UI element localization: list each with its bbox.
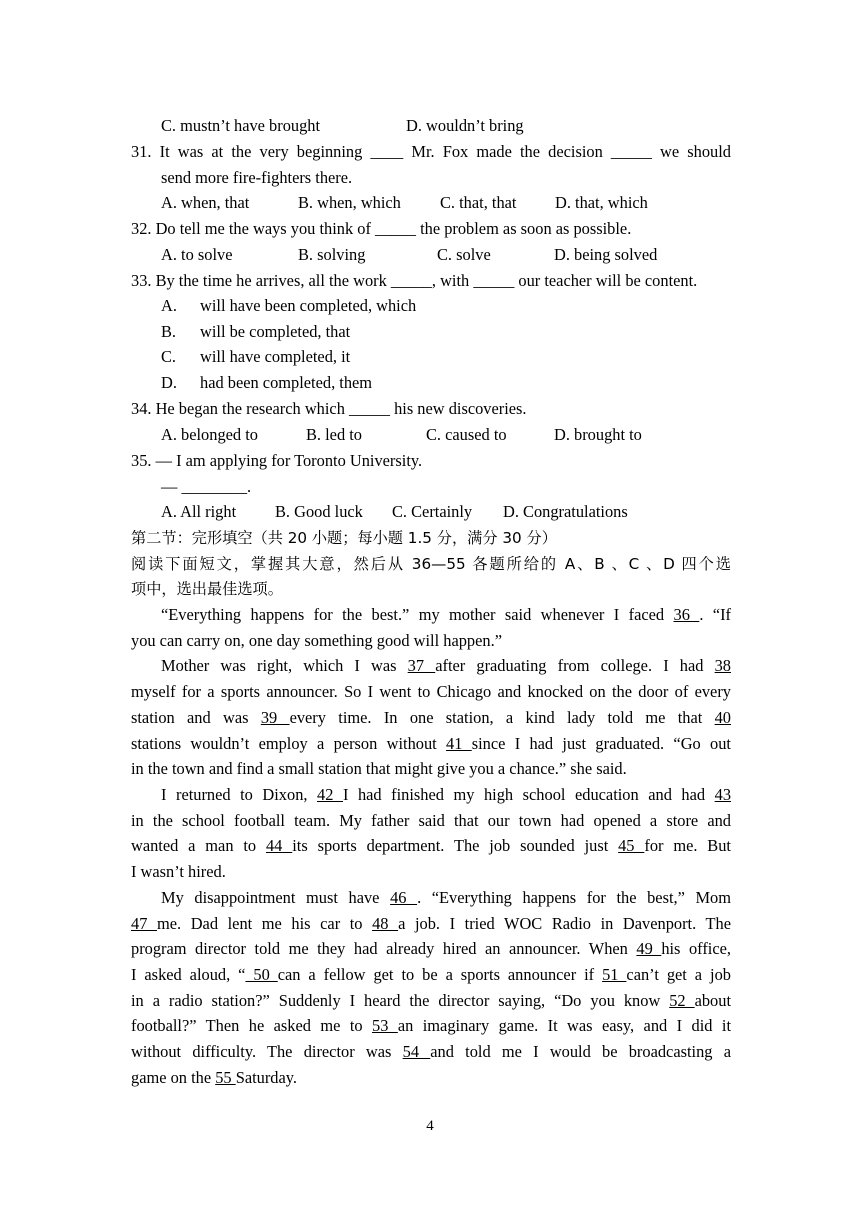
q34-stem: 34. He began the research which _____ his new discoveries. [131, 399, 527, 418]
q31-option-d: D. that, which [555, 193, 648, 212]
q34-option-b: B. led to [306, 425, 362, 444]
text: a job. I tried WOC Radio in Davenport. The [398, 914, 731, 933]
blank-42: 42 [317, 785, 343, 804]
blank-39: 39 [260, 708, 290, 727]
blank-49: 49 [636, 939, 662, 958]
passage-p3-line1 [161, 785, 731, 805]
section2-instructions-line1: 阅读下面短文，掌握其大意，然后从 36—55 各题所给的 A、B 、C 、D 四个选 [131, 555, 731, 573]
blank-38: 38 [714, 656, 731, 675]
q35-option-c: C. Certainly [392, 502, 473, 521]
blank-48: 48 [372, 914, 399, 933]
text: its sports department. The job sounded just [292, 836, 619, 855]
text: and told me I would be broadcasting a [430, 1042, 731, 1061]
passage-p4-line1 [161, 888, 731, 908]
q32-option-b: B. solving [298, 245, 366, 264]
blank-37: 37 [407, 656, 436, 675]
q35-line2: — ________. [161, 477, 252, 496]
passage-p2-line4 [131, 734, 731, 754]
passage-p1-line2: you can carry on, one day something good will happen.” [131, 631, 502, 650]
text: stations wouldn’t employ a person without [131, 734, 447, 753]
blank-45: 45 [618, 836, 645, 855]
text: game on the [131, 1068, 216, 1087]
q34-option-d: D. brought to [554, 425, 642, 444]
q31-stem-line2: send more fire-fighters there. [161, 168, 353, 187]
page-number: 4 [426, 1118, 434, 1134]
q33-option-a-letter: A. [161, 296, 177, 315]
q33-option-d-letter: D. [161, 373, 177, 392]
passage-p4-line4 [131, 965, 731, 985]
text: station and was [131, 708, 261, 727]
q33-option-d-text: had been completed, them [200, 373, 373, 392]
blank-44: 44 [265, 836, 293, 855]
passage-p1-line1 [161, 605, 731, 625]
text: Mother was right, which I was [161, 656, 408, 675]
q30-option-c: C. mustn’t have brought [161, 116, 321, 135]
text: for me. But [644, 836, 731, 855]
q35-option-d: D. Congratulations [503, 502, 628, 521]
blank-51: 51 [602, 965, 627, 984]
blank-55: 55 [215, 1068, 236, 1087]
passage-p4-line6 [131, 1016, 731, 1036]
q35-option-a: A. All right [161, 502, 237, 521]
passage-p2-line1 [161, 656, 731, 676]
text: can’t get a job [626, 965, 731, 984]
section2-heading: 第二节：完形填空（共 20 小题；每小题 1.5 分，满分 30 分） [131, 529, 557, 547]
q31-option-c: C. that, that [440, 193, 517, 212]
q33-option-b-text: will be completed, that [200, 322, 351, 341]
passage-p4-line5 [131, 991, 731, 1011]
text: without difficulty. The director was [131, 1042, 403, 1061]
q31-stem-line1: 31. It was at the very beginning ____ Mr. Fox made the decision _____ we should [131, 142, 731, 161]
blank-47: 47 [131, 914, 157, 933]
q34-option-c: C. caused to [426, 425, 507, 444]
q33-option-a-text: will have been completed, which [200, 296, 417, 315]
text: every time. In one station, a kind lady told me that [289, 708, 715, 727]
section2-instructions-line2: 项中，选出最佳选项。 [131, 580, 283, 598]
blank-43: 43 [714, 785, 732, 804]
q31-option-a: A. when, that [161, 193, 250, 212]
q32-option-d: D. being solved [554, 245, 658, 264]
passage-p3-line4: I wasn’t hired. [131, 862, 226, 881]
text: wanted a man to [131, 836, 266, 855]
text: since I had just graduated. “Go out [471, 734, 731, 753]
text: in a radio station?” Suddenly I heard the director saying, “Do you know [131, 991, 670, 1010]
q32-option-a: A. to solve [161, 245, 233, 264]
q33-option-b-letter: B. [161, 322, 177, 341]
text: his office, [661, 939, 731, 958]
blank-40: 40 [714, 708, 731, 727]
q35-line1: 35. — I am applying for Toronto University. [131, 451, 423, 470]
text: Saturday. [235, 1068, 297, 1087]
blank-53: 53 [372, 1016, 398, 1035]
q33-stem: 33. By the time he arrives, all the work _____, with _____ our teacher will be content. [131, 271, 698, 290]
passage-p4-line2 [131, 914, 731, 934]
text: . “Everything happens for the best,” Mom [417, 888, 731, 907]
text: “Everything happens for the best.” my mother said whenever I faced [161, 605, 674, 624]
text: I asked aloud, “ [131, 965, 246, 984]
q33-option-c-text: will have completed, it [200, 347, 351, 366]
blank-54: 54 [402, 1042, 431, 1061]
passage-p2-line5: in the town and find a small station that might give you a chance.” she said. [131, 759, 627, 778]
passage-p4-line3 [131, 939, 731, 959]
text: I returned to Dixon, [161, 785, 318, 804]
text: can a fellow get to be a sports announcer if [277, 965, 603, 984]
q34-option-a: A. belonged to [161, 425, 258, 444]
passage-p4-line7 [131, 1042, 731, 1062]
q31-option-b: B. when, which [298, 193, 401, 212]
blank-52: 52 [669, 991, 695, 1010]
text: an imaginary game. It was easy, and I did it [397, 1016, 731, 1035]
blank-41: 41 [446, 734, 472, 753]
text: I had finished my high school education and had [342, 785, 715, 804]
blank-36: 36 [673, 605, 700, 624]
passage-p2-line3 [131, 708, 731, 728]
text: My disappointment must have [161, 888, 391, 907]
text: after graduating from college. I had [435, 656, 715, 675]
text: about [694, 991, 731, 1010]
passage-p3-line3 [131, 836, 731, 856]
passage-p4-line8 [131, 1068, 731, 1088]
text: football?” Then he asked me to [131, 1016, 373, 1035]
passage-p3-line2: in the school football team. My father said that our town had opened a store and [131, 811, 731, 830]
q33-option-c-letter: C. [161, 347, 177, 366]
q30-option-d: D. wouldn’t bring [406, 116, 524, 135]
blank-50: 50 [245, 965, 278, 984]
text: program director told me they had already hired an announcer. When [131, 939, 637, 958]
text: . “If [699, 605, 731, 624]
blank-46: 46 [390, 888, 418, 907]
passage-p2-line2: myself for a sports announcer. So I went to Chicago and knocked on the door of every [131, 682, 731, 701]
q35-option-b: B. Good luck [275, 502, 363, 521]
q32-stem: 32. Do tell me the ways you think of _____ the problem as soon as possible. [131, 219, 632, 238]
text: me. Dad lent me his car to [157, 914, 373, 933]
q32-option-c: C. solve [437, 245, 491, 264]
